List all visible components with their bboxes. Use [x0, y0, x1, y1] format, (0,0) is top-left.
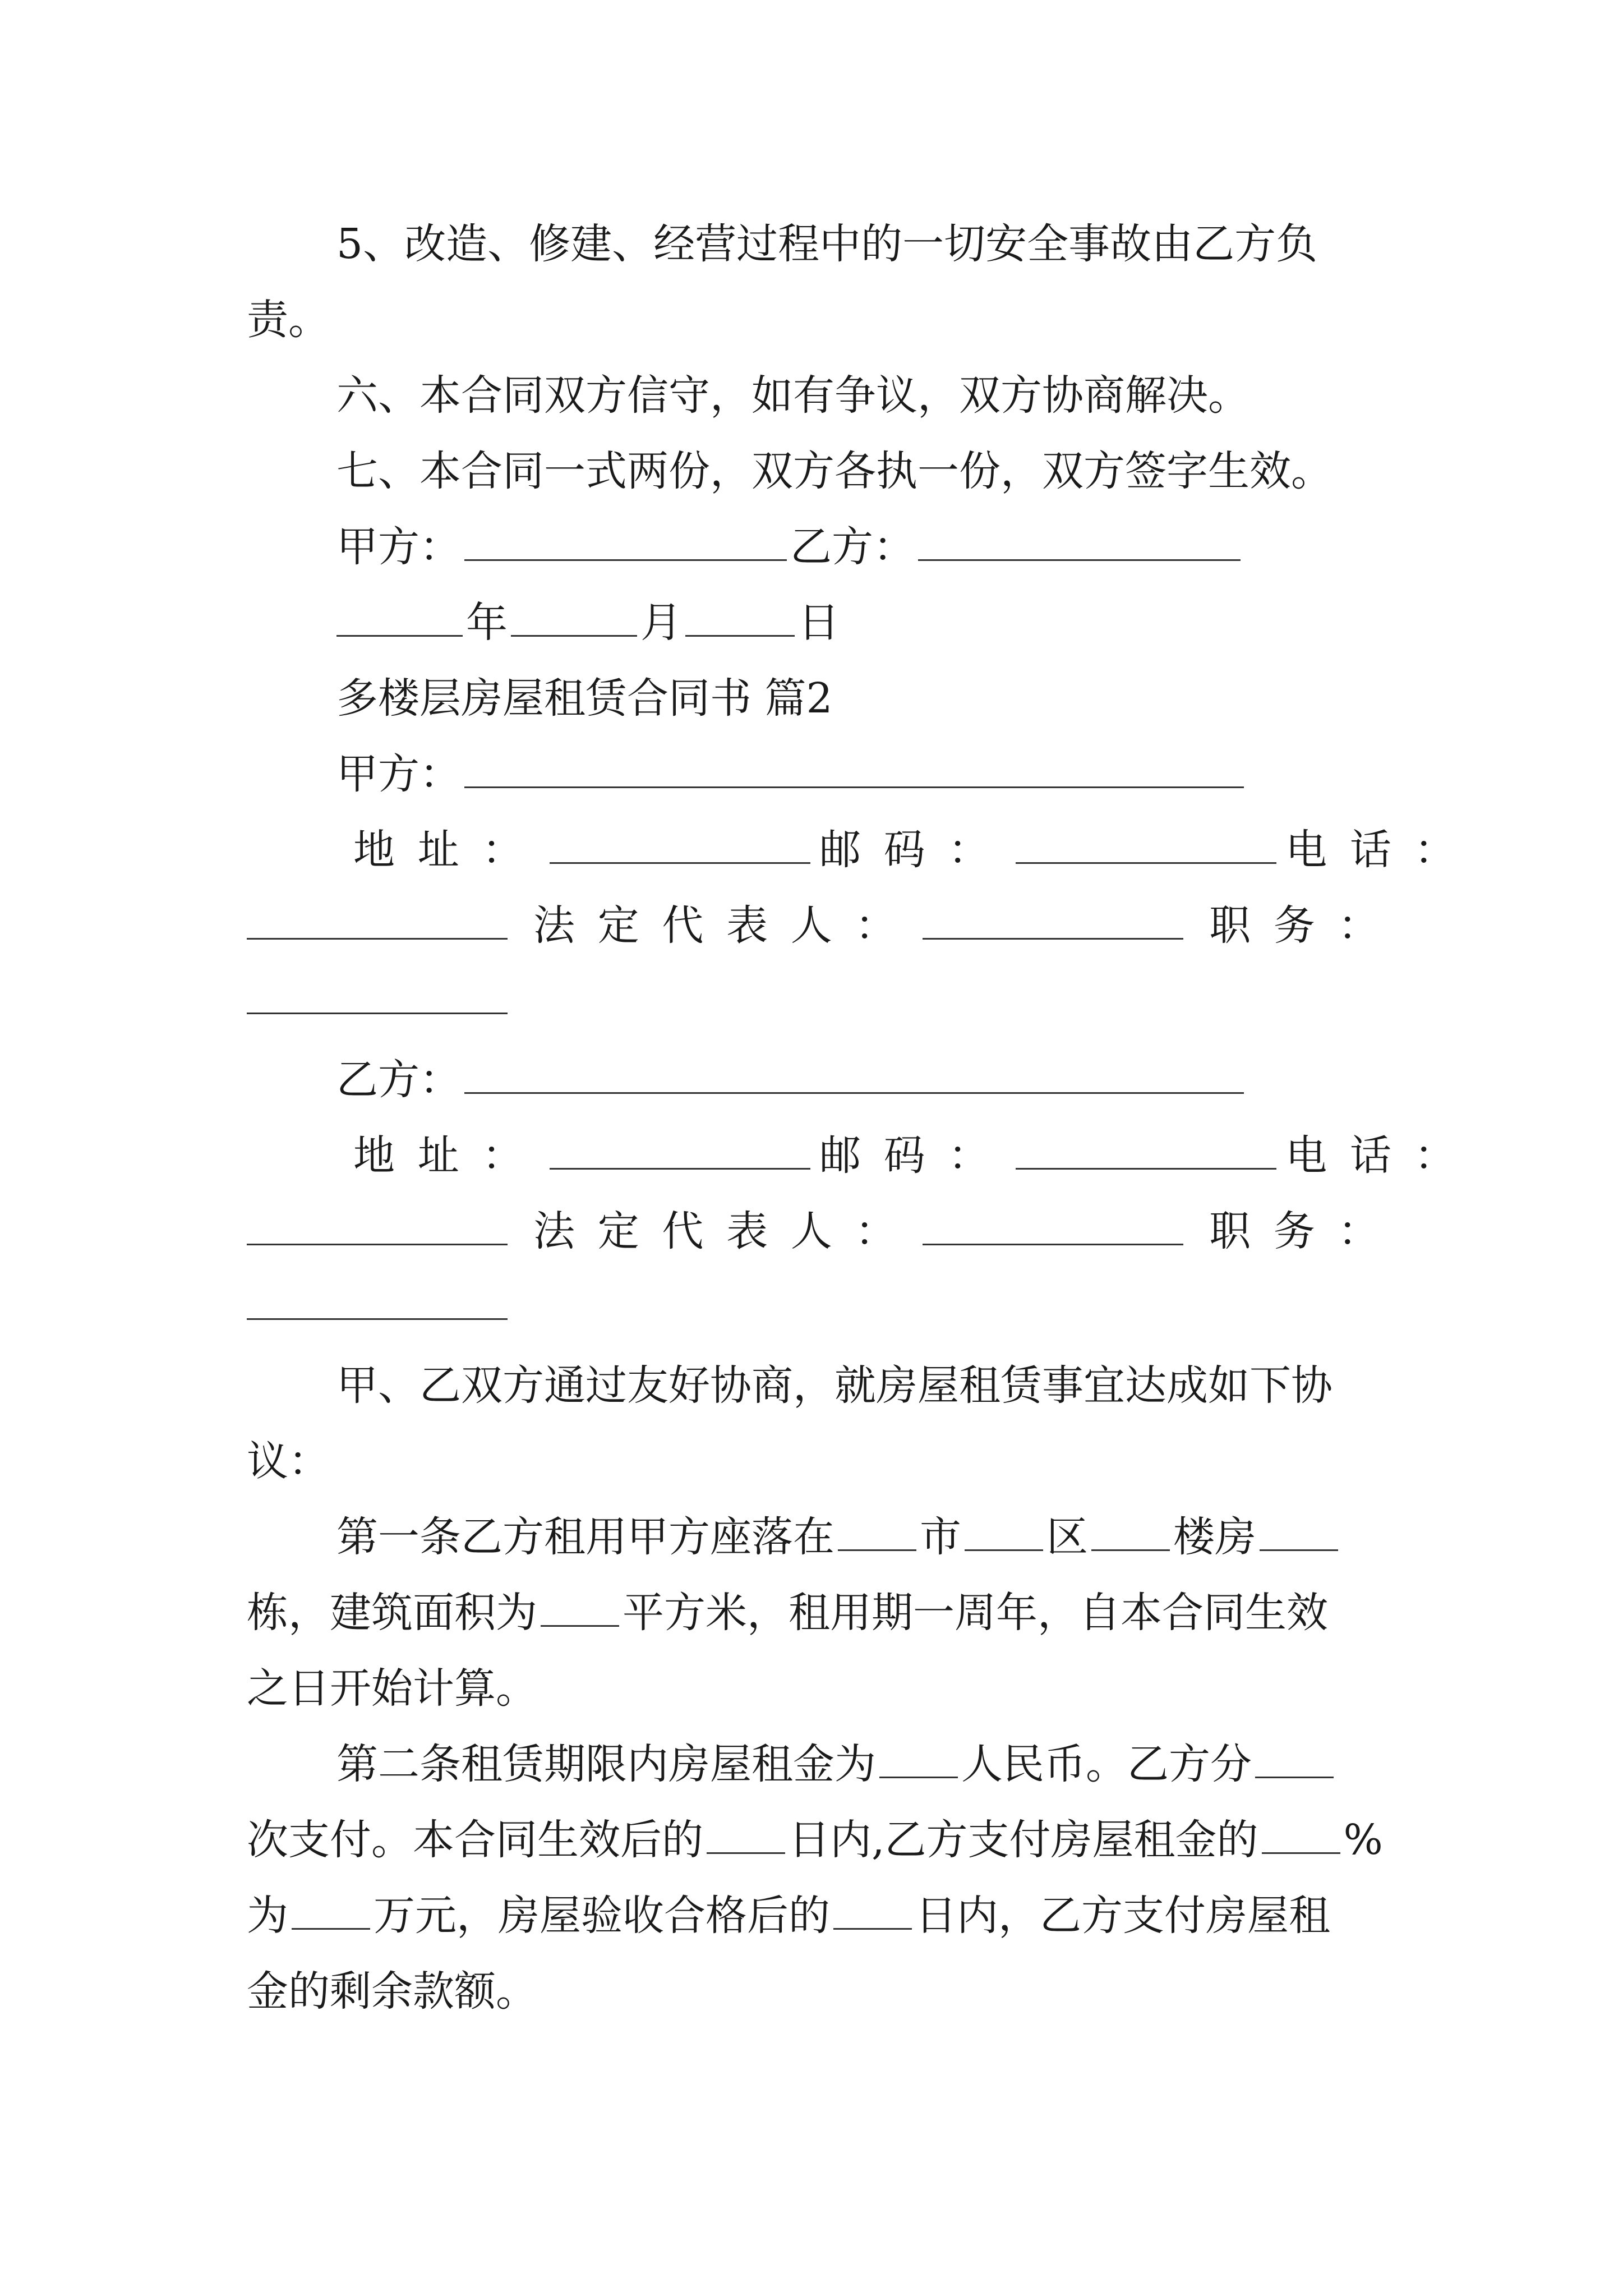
signature-row	[336, 519, 1396, 575]
article-2-line2	[247, 1812, 1396, 1868]
percent-blank	[1262, 1813, 1340, 1854]
party-a-row	[336, 746, 1396, 802]
year-label: 年	[466, 599, 508, 647]
address-label: 地址：	[353, 1131, 547, 1180]
preamble-line1	[336, 1358, 1396, 1414]
representative-label: 法定代表人：	[533, 1207, 920, 1255]
article-1-line2	[247, 1585, 1396, 1641]
text: 日内，乙方支付房屋租	[915, 1892, 1330, 1940]
party-b-address-row	[353, 1128, 1479, 1184]
district-blank	[965, 1510, 1043, 1551]
clause-6	[336, 367, 1396, 424]
text: 责。	[247, 296, 330, 344]
city-blank	[838, 1510, 916, 1551]
party-b-position-blank	[247, 1318, 508, 1320]
text: 日内,乙方支付房屋租金的	[789, 1816, 1258, 1864]
article-1-line3	[247, 1660, 1396, 1717]
position-label: 职务：	[1209, 901, 1403, 950]
day-blank	[685, 596, 795, 637]
clause-7	[336, 443, 1396, 499]
text: 栋，建筑面积为	[247, 1589, 537, 1637]
text: 楼房	[1173, 1513, 1256, 1561]
text: 甲、乙双方通过友好协商，就房屋租赁事宜达成如下协	[336, 1361, 1332, 1410]
text: 议：	[247, 1437, 330, 1485]
text: 市	[920, 1513, 961, 1561]
article-2-line3	[247, 1888, 1396, 1944]
party-b-rep-row	[247, 1203, 1403, 1259]
text: 七、本合同一式两份，双方各执一份，双方签字生效。	[336, 447, 1332, 495]
text: 平方米，租用期一周年，自本合同生效	[623, 1589, 1328, 1637]
text: 多楼层房屋租赁合同书 篇2	[336, 674, 833, 723]
text: 5、改造、修建、经营过程中的一切安全事故由乙方负	[336, 220, 1318, 268]
position-label: 职务：	[1209, 1207, 1403, 1255]
month-label: 月	[640, 599, 682, 647]
party-a-label: 甲方：	[336, 523, 461, 571]
article-2-line1	[336, 1736, 1396, 1792]
phone-blank	[247, 899, 508, 940]
representative-label: 法定代表人：	[533, 901, 920, 950]
party-a-rep-row	[247, 898, 1403, 954]
zip-blank	[1016, 823, 1276, 864]
zip-label: 邮码：	[819, 1131, 1013, 1180]
text: 之日开始计算。	[247, 1664, 537, 1713]
address-label: 地址：	[353, 826, 547, 874]
party-b-label: 乙方：	[790, 523, 915, 571]
representative-blank	[923, 899, 1183, 940]
party-a-label: 甲方：	[336, 750, 461, 798]
text: 第一条乙方租用甲方座落在	[336, 1513, 834, 1561]
text: 第二条租赁期限内房屋租金为	[336, 1740, 876, 1788]
text: 金的剩余款额。	[247, 1967, 537, 2016]
phone-label: 电话：	[1285, 826, 1479, 874]
clause-5-line2	[247, 292, 1396, 348]
inspection-days-blank	[833, 1889, 912, 1930]
rent-amount-blank	[879, 1737, 958, 1778]
days-blank	[707, 1813, 785, 1854]
clause-5-line1	[336, 216, 1396, 272]
section-title	[336, 670, 1396, 726]
unit-blank	[1260, 1510, 1338, 1551]
year-blank	[336, 596, 463, 637]
representative-blank	[923, 1204, 1183, 1245]
address-blank	[550, 1129, 810, 1170]
day-label: 日	[798, 599, 840, 647]
party-a-address-row	[353, 822, 1479, 878]
preamble-line2	[247, 1433, 1396, 1489]
installments-blank	[1255, 1737, 1334, 1778]
text: 人民币。乙方分	[961, 1740, 1252, 1788]
party-b-label: 乙方：	[336, 1056, 461, 1104]
text: 区	[1046, 1513, 1088, 1561]
article-1-line1	[336, 1509, 1396, 1565]
party-a-name-blank	[464, 747, 1244, 788]
date-row	[336, 595, 1396, 651]
month-blank	[511, 596, 637, 637]
building-blank	[1091, 1510, 1170, 1551]
text: 六、本合同双方信守，如有争议，双方协商解决。	[336, 371, 1249, 420]
phone-label: 电话：	[1285, 1131, 1479, 1180]
party-b-row	[336, 1052, 1396, 1108]
text: 万元，房屋验收合格后的	[374, 1892, 830, 1940]
text: 次支付。本合同生效后的	[247, 1816, 703, 1864]
article-2-line4	[247, 1963, 1396, 2019]
text: 为	[247, 1892, 288, 1940]
party-a-position-blank	[247, 1013, 508, 1014]
phone-blank	[247, 1204, 508, 1245]
zip-blank	[1016, 1129, 1276, 1170]
zip-label: 邮码：	[819, 826, 1013, 874]
text: %	[1343, 1816, 1383, 1864]
area-blank	[541, 1586, 619, 1627]
party-b-name-blank	[464, 1053, 1244, 1094]
party-a-signature-blank	[464, 520, 787, 561]
address-blank	[550, 823, 810, 864]
party-b-signature-blank	[918, 520, 1241, 561]
amount-blank	[292, 1889, 370, 1930]
